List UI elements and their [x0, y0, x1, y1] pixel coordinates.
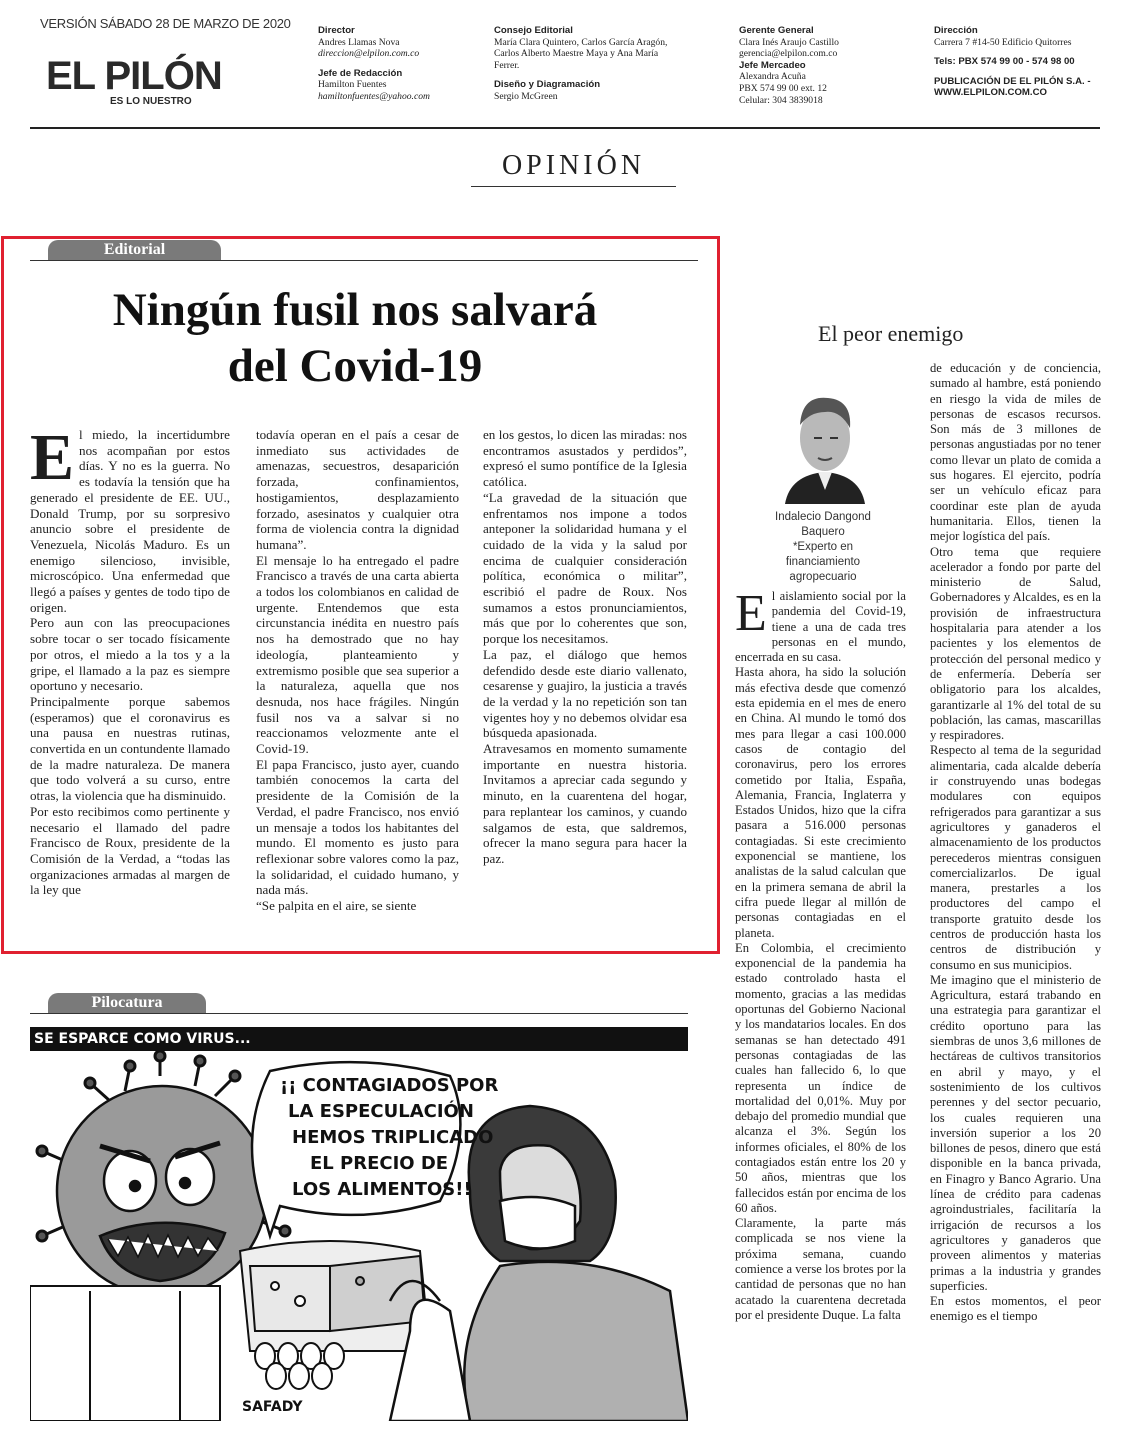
author-role: agropecuario [789, 571, 857, 583]
paragraph: Respecto al tema de la seguridad alimentaria, cada alcalde debería ir construyendo unas bodegas modulares con equipos refrigerados para garantizar a sus agricultores y ganaderos el almacenamiento de los productos perecederos mientras consiguen comercializarlos. De igual manera, prestarles a los productores del campo el transporte gratuito desde los centros de producción hasta los centros de distribución y consumo en sus municipios. [930, 743, 1101, 972]
paragraph: Atravesamos en momento sumamente importante en nuestra historia. Invitamos a apreciar cada segundo y minuto, en la cuarentena del hogar, para replantear los caminos, y cuando salgamos de esta, que saldremos, ofrecer la mano segura para hacer la paz. [483, 741, 687, 866]
paragraph: En estos momentos, el peor enemigo es el tiempo [930, 1294, 1101, 1324]
masthead-block-consejo [494, 25, 719, 103]
author-caption [758, 510, 888, 585]
headline-line: Ningún fusil nos salvará [112, 284, 598, 336]
mh-line: Clara Inés Araujo Castillo [739, 36, 839, 48]
paragraph: “Se palpita en el aire, se siente [256, 898, 417, 914]
column-text-right [930, 361, 1101, 1325]
author-name: Baquero [801, 526, 845, 538]
cartoon-illustration[interactable] [30, 1051, 688, 1421]
mh-email[interactable]: direccion@elpilon.com.co [318, 48, 420, 60]
editorial-tab-rule [30, 260, 698, 261]
paragraph: todavía operan en el país a cesar de inmediato sus actividades de amenazas, secuestros, desaparición forzada, confinamientos, hostigamientos, desplazamiento forzado, asesinatos y cualquier otra forma de violencia contra la dignidad humana”. [256, 427, 459, 552]
mh-title: Dirección [934, 25, 978, 36]
paragraph: Pero aun con las preocupaciones sobre tocar o ser tocado físicamente por otros, el miedo a la tos y a la gripe, el llamado a la paz es siempre oportuno y necesario. [30, 615, 230, 694]
mh-website[interactable]: WWW.ELPILON.COM.CO [934, 87, 1047, 99]
mh-line: PBX 574 99 00 ext. 12 [739, 82, 827, 94]
masthead-block-direccion [934, 25, 1114, 99]
pilocatura-header [30, 993, 688, 1014]
newspaper-logo[interactable]: EL PILÓN [46, 54, 222, 98]
cartoon-caption-bar: SE ESPARCE COMO VIRUS... [30, 1027, 688, 1051]
mh-title: Consejo Editorial [494, 25, 573, 36]
mh-line: Celular: 304 3839018 [739, 94, 823, 106]
pilocatura-tab[interactable]: Pilocatura [48, 993, 206, 1013]
mh-email[interactable]: hamiltonfuentes@yahoo.com [318, 90, 430, 102]
author-portrait [780, 380, 870, 504]
bubble-line: HEMOS TRIPLICADO [292, 1127, 494, 1148]
editorial-column-1 [30, 421, 230, 898]
mh-title: Director [318, 25, 355, 36]
paragraph: de educación y de conciencia, sumado al hambre, está poniendo en riesgo la vida de miles de personas de escasos recursos. Son más de 3 millones de personas angustiadas por no tener como llevar un plato de comida a sus hogares. El ejercito, podría ser un vehículo eficaz para coordinar este plan de ayuda humanitaria. Ellos, tienen la mejor logística del país. [930, 361, 1101, 544]
editorial-tab[interactable]: Editorial [48, 240, 221, 260]
bubble-line: LA ESPECULACIÓN [288, 1101, 474, 1122]
section-title: OPINIÓN [471, 150, 676, 187]
paragraph: El papa Francisco, justo ayer, cuando también conocemos la carta del presidente de la Comisión de la Verdad, el padre Francisco, nos envió un mensaje a todos los habitantes del mundo. El momento es justo para reflexionar sobre valores como la paz, la solidaridad, el cuidado humano, y nada más. [256, 756, 459, 898]
paragraph: Claramente, la parte más complicada se nos viene la próxima semana, cuando comience a verse los brotes por la cantidad de personas que no han acatado la cuarentena decretada por el presidente Duque. La falta [735, 1216, 906, 1322]
mh-line: Alexandra Acuña [739, 71, 806, 83]
mh-title: Gerente General [739, 25, 814, 36]
column-title[interactable]: El peor enemigo [818, 321, 964, 346]
mh-title: Jefe de Redacción [318, 67, 403, 79]
editorial-column-3 [483, 427, 687, 867]
paragraph: Por esto recibimos como pertinente y necesario el llamado del padre Francisco de Roux, presidente de la Comisión de la Verdad, a “todas las organizaciones armadas al margen de la ley que [30, 803, 230, 898]
drop-cap: E [735, 585, 767, 642]
edition-date: VERSIÓN SÁBADO 28 DE MARZO DE 2020 [40, 16, 291, 31]
paragraph: l aislamiento social por la pandemia del Covid-19, tiene a una de cada tres personas en el mundo, encerrada en su casa. [735, 589, 906, 665]
masthead-rule [30, 127, 1100, 129]
newspaper-slogan: ES LO NUESTRO [110, 96, 192, 107]
mh-publisher: PUBLICACIÓN DE EL PILÓN S.A. - [934, 75, 1091, 87]
pilocatura-tab-rule [30, 1013, 688, 1014]
author-name: Indalecio Dangond [775, 511, 871, 523]
paragraph: El mensaje lo ha entregado el padre Francisco a través de una carta abierta a todos los colombianos en calidad de urgente. Entendemos que esta circunstancia inédita en nuestro país nos ha demostrado que no hay ideología, planteamiento y extremismo posible que sea superior a la naturaleza, aquella que nos desnuda, nos hace frágiles. Ningún fusil nos va a salvar si no reaccionamos velozmente ante el Covid-19. [256, 552, 459, 757]
bubble-line: ¡¡ CONTAGIADOS POR [280, 1075, 499, 1096]
paragraph: en los gestos, lo dicen las miradas: nos encontramos asustados y perdidos”, expresó el sumo pontífice de la Iglesia católica. [483, 427, 687, 490]
mh-title: Jefe Mercadeo [739, 59, 806, 71]
column-text-left [735, 585, 906, 1323]
editorial-headline[interactable] [30, 282, 680, 394]
bubble-line: LOS ALIMENTOS!! [292, 1179, 472, 1200]
masthead-block-gerencia [739, 25, 909, 106]
masthead-block-director [318, 25, 483, 103]
drop-cap: E [30, 421, 75, 494]
mh-line: María Clara Quintero, Carlos García Aragón, [494, 36, 668, 48]
headline-line: del Covid-19 [227, 340, 483, 392]
paragraph: La paz, el diálogo que hemos defendido desde este diario vallenato, cesarense y guajiro, la justicia a través de la verdad y la no repetición son tan vigentes hoy y no debemos olvidar esa búsqueda apasionada. [483, 646, 687, 741]
mh-title: Diseño y Diagramación [494, 79, 601, 91]
cartoon-drawing [30, 1051, 688, 1421]
mh-phones: Tels: PBX 574 99 00 - 574 98 00 [934, 56, 1075, 68]
cartoonist-signature: SAFADY [242, 1399, 303, 1415]
mh-line: Ferrer. [494, 59, 520, 71]
paragraph: l miedo, la incertidumbre nos acompañan por estos días. Y no es la guerra. No es todavía la tensión que ha generado el presidente de EE. UU., Donald Trump, por su sorpresivo anuncio sobre el presidente de Venezuela, Nicolás Maduro. Es un enemigo silencioso, invisible, microscópico. Una enfermedad que llegó a países y gentes de todo tipo de origen. [30, 427, 230, 615]
paragraph: Hasta ahora, ha sido la solución más efectiva desde que comenzó esta epidemia en el mes de enero en China. Al mundo le tomó dos mes para llegar a casi 100.000 casos de contagio del coronavirus, pero los errores cometido por Italia, España, Alemania, Francia, Inglaterra y Estados Unidos, hizo que la cifra pasara a 516.000 personas contagiadas. Si este crecimiento exponencial se mantiene, los analistas de la salud calculan que en la primera semana de abril la cifra puede llegar al millón de personas contagiadas en el planeta. [735, 665, 906, 940]
mh-line: Sergio McGreen [494, 90, 558, 102]
mh-email[interactable]: gerencia@elpilon.com.co [739, 48, 838, 60]
paragraph: “La gravedad de la situación que enfrentamos nos impone a todos anteponer la solidaridad humana y el cuidado de la vida y la salud por encima de cualquier consideración política, económica o militar”, escribió el padre de Roux. Nos sumamos a estos pronunciamientos, más que por lo coherentes que son, porque los necesitamos. [483, 489, 687, 647]
editorial-header [30, 240, 698, 261]
paragraph: Otro tema que requiere acelerador a fondo por parte del ministerio de Salud, Gobernadores y Alcaldes, es en la provisión de infraestructura hospitalaria para atender a los pacientes y los elementos de protección del personal medico y de enfermería. Debería ser obligatorio para los alcaldes, garantizarle al 1% del total de su población, las camas, mascarillas y respiradores. [930, 544, 1101, 743]
paragraph: Me imagino que el ministerio de Agricultura, estará trabando en una estrategia para garantizar el crédito oportuno para las siembras de unos 3,6 millones de hectáreas de cultivos transitorios en abril y mayo, y el sostenimiento de los cultivos perennes y del sector pecuario, los cuales requieren una inversión superior a los 20 billones de pesos, dinero que está disponible en la banca privada, en Finagro y Banco Agrario. Una línea de crédito para cadenas agroindustriales, facilitaría la irrigación de recursos a los agricultores y ganaderos que proveen alimentos y materias primas a la industria y grandes superficies. [930, 972, 1101, 1293]
paragraph: En Colombia, el crecimiento exponencial de la pandemia ha estado controlado hasta el momento, gracias a las medidas oportunas del Gobierno Nacional y los mandatarios locales. En dos semanas se han detectado 491 personas contagiadas de las cuales han fallecido 6, lo que representa un índice de mortalidad del 0,01%. Muy por debajo del promedio mundial que alcanza el 3%. Según los informes oficiales, el 80% de los contagiados están entre los 20 y 50 años, mientras que los fallecidos están por encima de los 60 años. [735, 940, 906, 1215]
mh-line: Hamilton Fuentes [318, 79, 387, 91]
mh-line: Carrera 7 #14-50 Edificio Quitorres [934, 36, 1072, 48]
bubble-line: EL PRECIO DE [310, 1153, 449, 1174]
mh-line: Andres Llamas Nova [318, 36, 400, 48]
editorial-column-2 [256, 427, 459, 914]
mh-line: Carlos Alberto Maestre Maya y Ana María [494, 48, 659, 60]
author-role: *Experto en financiamiento [785, 541, 861, 568]
paragraph: Principalmente porque sabemos (esperamos) que el coronavirus es una pausa en nuestras rutinas, convertida en un contundente llamado de la madre naturaleza. De manera que todo volverá a su curso, entre otras, la violencia que ha disminuido. [30, 693, 230, 804]
